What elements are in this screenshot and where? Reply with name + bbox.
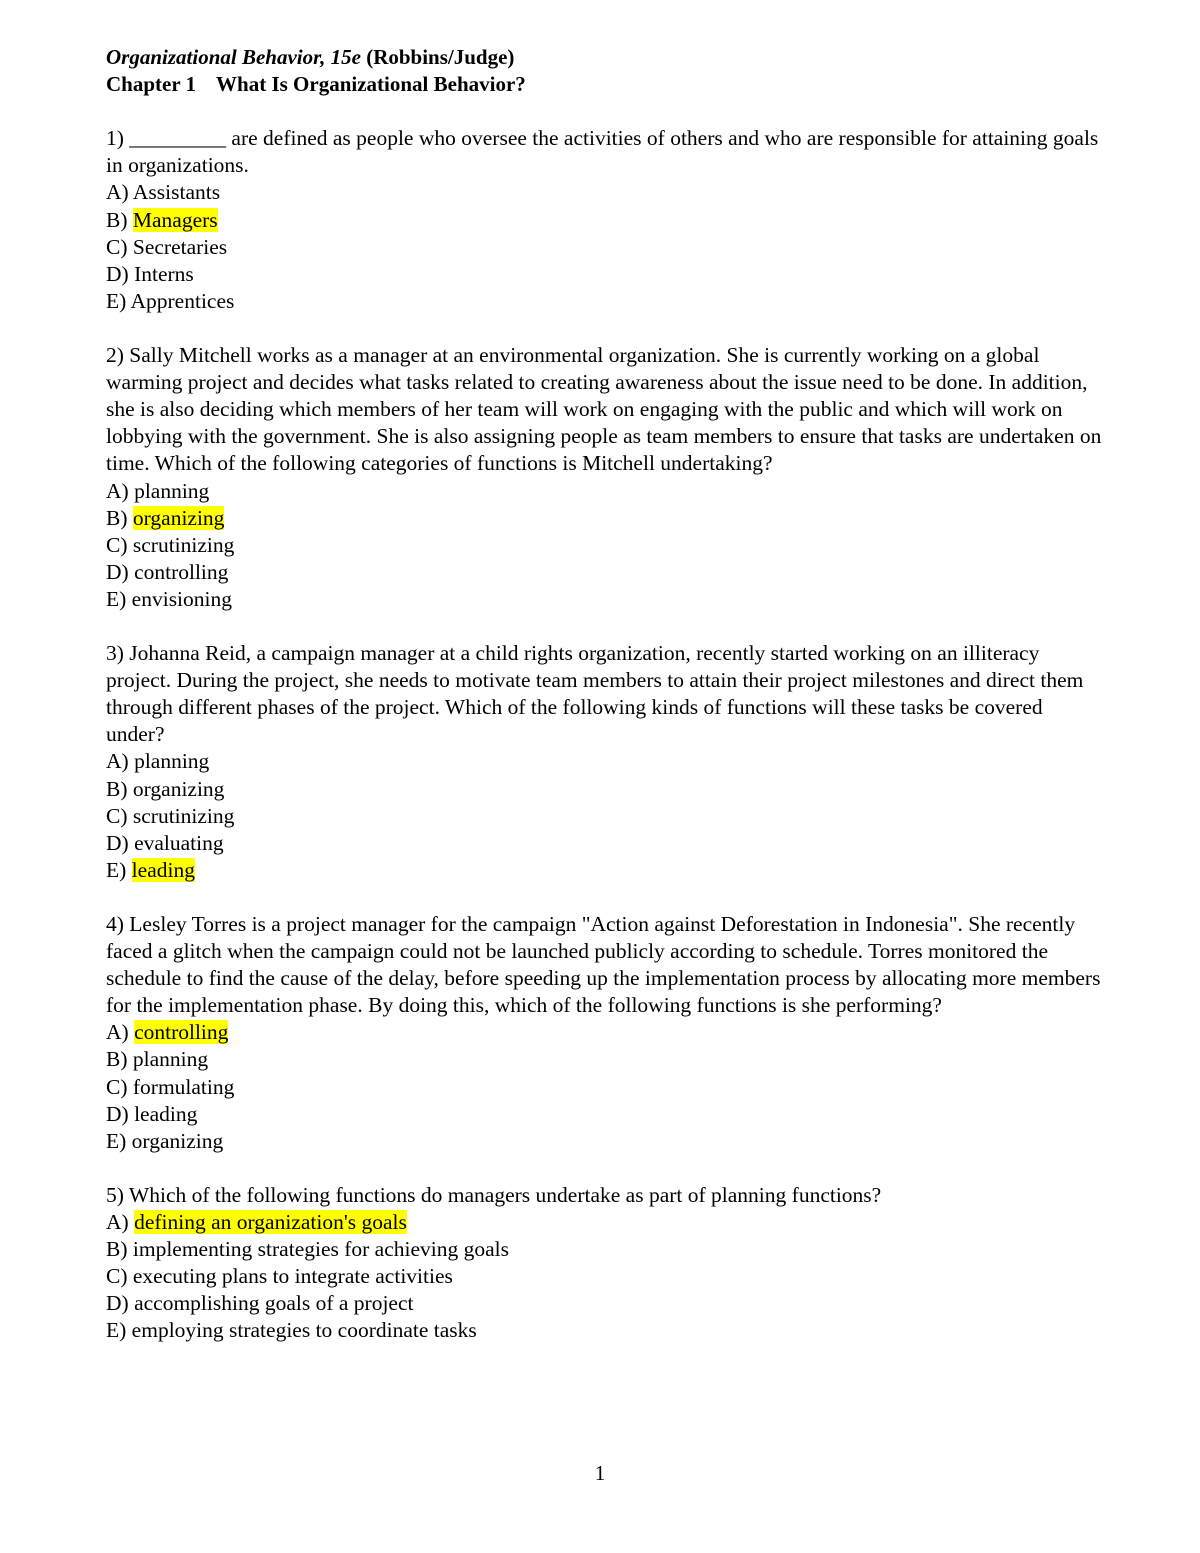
option-letter: D) <box>106 1101 129 1126</box>
question-number: 1) <box>106 126 124 151</box>
question-3 <box>106 640 1106 884</box>
option-letter: E) <box>106 1318 127 1343</box>
chapter-label: Chapter 1 <box>106 72 197 97</box>
option-text: leading <box>134 1101 198 1126</box>
option-letter: B) <box>106 207 128 232</box>
option-text: organizing <box>131 1128 224 1153</box>
answer-option-correct <box>106 207 1106 234</box>
highlighted-answer: controlling <box>134 1020 229 1045</box>
option-text: employing strategies to coordinate tasks <box>131 1318 477 1343</box>
option-letter: D) <box>106 261 129 286</box>
highlighted-answer: organizing <box>132 505 225 530</box>
option-letter: B) <box>106 1047 128 1072</box>
book-header <box>106 44 1106 71</box>
answer-option <box>106 234 1106 261</box>
option-letter: E) <box>106 288 127 313</box>
answer-option <box>106 532 1106 559</box>
option-text: planning <box>134 749 210 774</box>
question-stem <box>106 342 1106 477</box>
answer-option <box>106 478 1106 505</box>
chapter-heading <box>106 71 1106 98</box>
question-number: 5) <box>106 1182 124 1207</box>
book-title: Organizational Behavior, 15e <box>106 45 361 69</box>
option-text: Apprentices <box>130 288 235 313</box>
option-letter: D) <box>106 1291 129 1316</box>
option-letter: E) <box>106 857 127 882</box>
chapter-title: What Is Organizational Behavior? <box>216 72 526 97</box>
question-text: Which of the following functions do managers undertake as part of planning functions? <box>128 1182 882 1207</box>
question-stem <box>106 1182 1106 1209</box>
option-text: evaluating <box>134 830 224 855</box>
option-letter: A) <box>106 1210 129 1235</box>
question-number: 3) <box>106 641 124 666</box>
question-stem <box>106 125 1106 179</box>
option-letter: A) <box>106 180 129 205</box>
answer-option <box>106 776 1106 803</box>
question-2 <box>106 342 1106 613</box>
option-letter: D) <box>106 559 129 584</box>
answer-option-correct <box>106 857 1106 884</box>
option-letter: C) <box>106 234 128 259</box>
option-text: scrutinizing <box>132 532 235 557</box>
question-text: Sally Mitchell works as a manager at an environmental organization. She is currently working on a global warming project and decides what tasks related to creating awareness about the issue need to be done. In addition, she is also deciding which members of her team will work on engaging with the public and which will work on lobbying with the government. She is also assigning people as team members to ensure that tasks are undertaken on time. Which of the following categories of functions is Mitchell undertaking? <box>106 343 1102 476</box>
answer-option <box>106 1317 1106 1344</box>
question-5 <box>106 1182 1106 1345</box>
option-letter: A) <box>106 478 129 503</box>
option-letter: B) <box>106 776 128 801</box>
question-number: 4) <box>106 912 124 936</box>
option-text: planning <box>134 478 210 503</box>
question-text: Lesley Torres is a project manager for the campaign "Action against Deforestation in Indonesia". She recently faced a glitch when the campaign could not be launched publicly according to schedule. Torres monitored the schedule to find the cause of the delay, before speeding up the implementation process by allocating more members for the implementation phase. By doing this, which of the following functions is she performing? <box>106 912 1101 1018</box>
question-stem <box>106 640 1106 748</box>
answer-option <box>106 586 1106 613</box>
option-letter: C) <box>106 803 128 828</box>
highlighted-answer: defining an organization's goals <box>134 1210 407 1235</box>
answer-option <box>106 1128 1106 1155</box>
answer-option-correct <box>106 1019 1106 1046</box>
option-text: organizing <box>132 776 225 801</box>
answer-option-correct <box>106 1209 1106 1236</box>
option-text: envisioning <box>131 586 233 611</box>
option-letter: D) <box>106 830 129 855</box>
answer-option <box>106 559 1106 586</box>
answer-option <box>106 261 1106 288</box>
answer-option <box>106 1290 1106 1317</box>
answer-option <box>106 803 1106 830</box>
option-text: Secretaries <box>132 234 228 259</box>
answer-option <box>106 1101 1106 1128</box>
answer-option <box>106 1263 1106 1290</box>
option-text: Assistants <box>132 180 221 205</box>
answer-option-correct <box>106 505 1106 532</box>
answer-option <box>106 1074 1106 1101</box>
book-authors: (Robbins/Judge) <box>366 45 515 69</box>
highlighted-answer: leading <box>131 857 195 882</box>
option-text: accomplishing goals of a project <box>134 1291 414 1316</box>
option-letter: C) <box>106 1074 128 1099</box>
question-number: 2) <box>106 343 124 368</box>
document-page <box>106 44 1106 1345</box>
option-letter: B) <box>106 1237 128 1262</box>
option-letter: C) <box>106 532 128 557</box>
question-list <box>106 125 1106 1344</box>
option-text: Interns <box>134 261 194 286</box>
answer-option <box>106 1046 1106 1073</box>
option-letter: C) <box>106 1264 128 1289</box>
answer-option <box>106 288 1106 315</box>
question-stem <box>106 911 1106 1019</box>
option-text: controlling <box>134 559 229 584</box>
option-text: formulating <box>132 1074 235 1099</box>
option-letter: E) <box>106 586 127 611</box>
option-text: planning <box>132 1047 209 1072</box>
option-letter: E) <box>106 1128 127 1153</box>
answer-option <box>106 1236 1106 1263</box>
answer-option <box>106 179 1106 206</box>
option-letter: A) <box>106 749 129 774</box>
option-letter: A) <box>106 1020 129 1045</box>
option-letter: B) <box>106 505 128 530</box>
answer-option <box>106 830 1106 857</box>
highlighted-answer: Managers <box>132 207 218 232</box>
answer-option <box>106 748 1106 775</box>
page-number: 1 <box>594 1461 606 1485</box>
question-text: Johanna Reid, a campaign manager at a child rights organization, recently started working on an illiteracy project. During the project, she needs to motivate team members to attain their project milestones and direct them through different phases of the project. Which of the following kinds of functions will these tasks be covered under? <box>106 641 1084 747</box>
option-text: implementing strategies for achieving goals <box>132 1237 510 1262</box>
option-text: executing plans to integrate activities <box>132 1264 453 1289</box>
question-4 <box>106 911 1106 1155</box>
question-text: _________ are defined as people who oversee the activities of others and who are responsible for attaining goals in organizations. <box>106 126 1099 178</box>
question-1 <box>106 125 1106 315</box>
option-text: scrutinizing <box>132 803 235 828</box>
